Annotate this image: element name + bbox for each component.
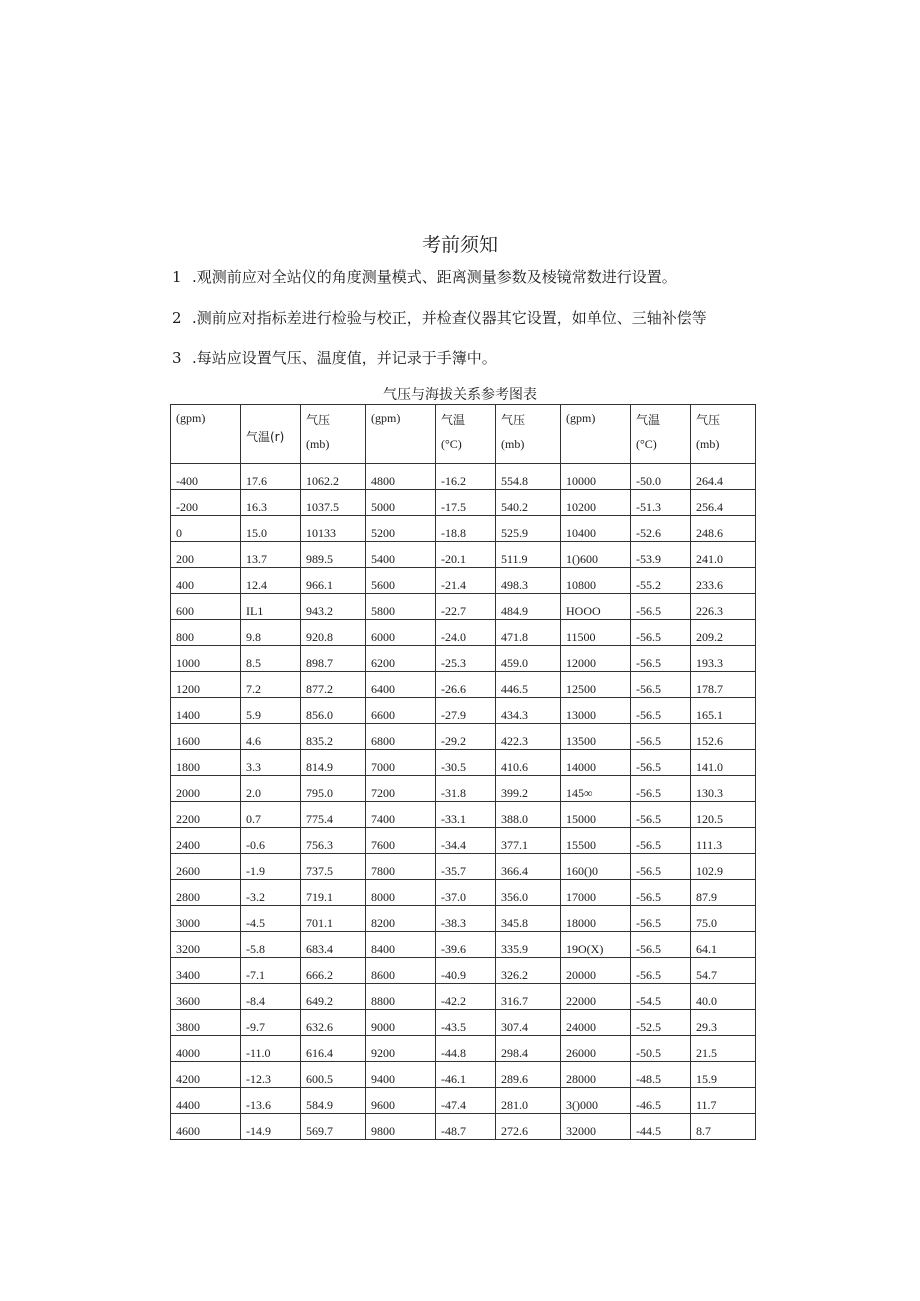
table-cell: -7.1	[241, 958, 301, 984]
table-row	[171, 932, 756, 958]
table-row	[171, 490, 756, 516]
pressure-altitude-table	[170, 404, 756, 1140]
table-cell: 8400	[366, 932, 436, 958]
table-cell: -22.7	[436, 594, 496, 620]
table-row	[171, 958, 756, 984]
table-cell: -35.7	[436, 854, 496, 880]
table-cell: 8.5	[241, 646, 301, 672]
table-cell: 7600	[366, 828, 436, 854]
header-cell	[366, 405, 436, 464]
page-title: 考前须知	[421, 234, 498, 256]
table-cell: 9400	[366, 1062, 436, 1088]
table-cell: 540.2	[496, 490, 561, 516]
table-cell: 10200	[561, 490, 631, 516]
table-row	[171, 828, 756, 854]
table-cell: -37.0	[436, 880, 496, 906]
header-temperature: 气温	[636, 413, 661, 427]
table-cell: 616.4	[301, 1036, 366, 1062]
table-cell: 632.6	[301, 1010, 366, 1036]
table-cell: 683.4	[301, 932, 366, 958]
header-pressure-unit: (mb)	[306, 437, 330, 451]
table-cell: 29.3	[691, 1010, 756, 1036]
table-cell: 814.9	[301, 750, 366, 776]
table-cell: 12.4	[241, 568, 301, 594]
table-cell: 5.9	[241, 698, 301, 724]
table-cell: 160()0	[561, 854, 631, 880]
table-cell: 256.4	[691, 490, 756, 516]
table-cell: 141.0	[691, 750, 756, 776]
table-cell: 10400	[561, 516, 631, 542]
table-cell: 719.1	[301, 880, 366, 906]
table-cell: -17.5	[436, 490, 496, 516]
table-cell: -56.5	[631, 750, 691, 776]
table-row	[171, 1088, 756, 1114]
note-item	[172, 266, 677, 287]
table-cell: 600.5	[301, 1062, 366, 1088]
table-cell: 484.9	[496, 594, 561, 620]
table-cell: 233.6	[691, 568, 756, 594]
table-cell: 756.3	[301, 828, 366, 854]
table-cell: 6600	[366, 698, 436, 724]
table-cell: -38.3	[436, 906, 496, 932]
table-cell: 377.1	[496, 828, 561, 854]
table-cell: 17.6	[241, 464, 301, 490]
table-cell: 307.4	[496, 1010, 561, 1036]
table-cell: 32000	[561, 1114, 631, 1140]
table-cell: HOOO	[561, 594, 631, 620]
table-cell: 795.0	[301, 776, 366, 802]
table-cell: 10800	[561, 568, 631, 594]
table-cell: 0	[171, 516, 241, 542]
table-cell: 6400	[366, 672, 436, 698]
table-cell: 4400	[171, 1088, 241, 1114]
table-cell: -34.4	[436, 828, 496, 854]
table-cell: 145∞	[561, 776, 631, 802]
table-row	[171, 646, 756, 672]
table-cell: -56.5	[631, 958, 691, 984]
table-cell: 356.0	[496, 880, 561, 906]
header-cell	[436, 405, 496, 464]
table-cell: 600	[171, 594, 241, 620]
table-cell: -14.9	[241, 1114, 301, 1140]
table-cell: -0.6	[241, 828, 301, 854]
table-cell: 649.2	[301, 984, 366, 1010]
note-item	[172, 307, 707, 328]
table-cell: 1600	[171, 724, 241, 750]
table-cell: 64.1	[691, 932, 756, 958]
table-row	[171, 516, 756, 542]
table-cell: 15000	[561, 802, 631, 828]
header-pressure: 气压	[696, 413, 721, 427]
table-cell: 281.0	[496, 1088, 561, 1114]
table-cell: 15.0	[241, 516, 301, 542]
table-row	[171, 984, 756, 1010]
table-cell: 8800	[366, 984, 436, 1010]
table-cell: 8000	[366, 880, 436, 906]
table-title: 气压与海拔关系参考图表	[383, 387, 537, 403]
table-cell: 16.3	[241, 490, 301, 516]
table-cell: -56.5	[631, 698, 691, 724]
table-cell: 12500	[561, 672, 631, 698]
table-cell: 298.4	[496, 1036, 561, 1062]
table-cell: 75.0	[691, 906, 756, 932]
table-cell: 5800	[366, 594, 436, 620]
table-cell: 5000	[366, 490, 436, 516]
table-cell: 2400	[171, 828, 241, 854]
table-row	[171, 672, 756, 698]
table-row	[171, 802, 756, 828]
header-altitude: (gpm)	[371, 411, 401, 425]
table-cell: -52.5	[631, 1010, 691, 1036]
table-cell: 3600	[171, 984, 241, 1010]
table-cell: 7400	[366, 802, 436, 828]
table-cell: 5600	[366, 568, 436, 594]
table-cell: 193.3	[691, 646, 756, 672]
table-cell: 6200	[366, 646, 436, 672]
table-cell: 54.7	[691, 958, 756, 984]
table-header-row	[171, 405, 756, 464]
table-cell: -53.9	[631, 542, 691, 568]
header-cell	[301, 405, 366, 464]
table-cell: 264.4	[691, 464, 756, 490]
note-number: 2	[172, 309, 182, 327]
table-cell: 2800	[171, 880, 241, 906]
table-cell: -31.8	[436, 776, 496, 802]
table-row	[171, 594, 756, 620]
table-cell: -3.2	[241, 880, 301, 906]
table-cell: 446.5	[496, 672, 561, 698]
table-cell: 5200	[366, 516, 436, 542]
table-cell: -43.5	[436, 1010, 496, 1036]
table-cell: 7000	[366, 750, 436, 776]
table-cell: 3800	[171, 1010, 241, 1036]
table-cell: 14000	[561, 750, 631, 776]
table-cell: 569.7	[301, 1114, 366, 1140]
table-cell: -39.6	[436, 932, 496, 958]
table-cell: 7800	[366, 854, 436, 880]
table-cell: 12000	[561, 646, 631, 672]
table-cell: -56.5	[631, 776, 691, 802]
table-cell: 2000	[171, 776, 241, 802]
table-cell: -48.5	[631, 1062, 691, 1088]
table-cell: 120.5	[691, 802, 756, 828]
table-cell: 165.1	[691, 698, 756, 724]
table-cell: 0.7	[241, 802, 301, 828]
table-cell: -30.5	[436, 750, 496, 776]
table-cell: 87.9	[691, 880, 756, 906]
table-cell: -44.8	[436, 1036, 496, 1062]
table-cell: 5400	[366, 542, 436, 568]
table-cell: 737.5	[301, 854, 366, 880]
table-row	[171, 750, 756, 776]
table-cell: 248.6	[691, 516, 756, 542]
table-cell: 856.0	[301, 698, 366, 724]
table-cell: 3.3	[241, 750, 301, 776]
table-cell: -56.5	[631, 620, 691, 646]
table-cell: -55.2	[631, 568, 691, 594]
table-row	[171, 620, 756, 646]
table-cell: 178.7	[691, 672, 756, 698]
table-cell: 584.9	[301, 1088, 366, 1114]
table-cell: 3()000	[561, 1088, 631, 1114]
table-cell: 4200	[171, 1062, 241, 1088]
table-row	[171, 1114, 756, 1140]
table-cell: 40.0	[691, 984, 756, 1010]
table-cell: -27.9	[436, 698, 496, 724]
table-cell: -56.5	[631, 854, 691, 880]
table-cell: 200	[171, 542, 241, 568]
table-cell: 345.8	[496, 906, 561, 932]
table-cell: 3200	[171, 932, 241, 958]
table-cell: -9.7	[241, 1010, 301, 1036]
note-text: .测前应对指标差进行检验与校正，并检查仪器其它设置，如单位、三轴补偿等	[192, 309, 707, 327]
table-cell: -54.5	[631, 984, 691, 1010]
table-cell: 2.0	[241, 776, 301, 802]
table-cell: 335.9	[496, 932, 561, 958]
table-cell: 554.8	[496, 464, 561, 490]
table-cell: 15500	[561, 828, 631, 854]
table-cell: 4.6	[241, 724, 301, 750]
table-cell: 410.6	[496, 750, 561, 776]
table-cell: -56.5	[631, 880, 691, 906]
header-cell	[691, 405, 756, 464]
table-cell: -12.3	[241, 1062, 301, 1088]
table-cell: 1()600	[561, 542, 631, 568]
header-cell	[631, 405, 691, 464]
table-cell: 3000	[171, 906, 241, 932]
table-row	[171, 568, 756, 594]
table-cell: 9000	[366, 1010, 436, 1036]
table-cell: 9.8	[241, 620, 301, 646]
table-cell: 3400	[171, 958, 241, 984]
table-cell: 4800	[366, 464, 436, 490]
table-cell: 4600	[171, 1114, 241, 1140]
table-cell: 459.0	[496, 646, 561, 672]
table-cell: 877.2	[301, 672, 366, 698]
table-cell: -56.5	[631, 724, 691, 750]
table-cell: -16.2	[436, 464, 496, 490]
note-number: 1	[172, 268, 182, 286]
table-cell: 1400	[171, 698, 241, 724]
table-cell: -56.5	[631, 646, 691, 672]
table-cell: 18000	[561, 906, 631, 932]
table-cell: -56.5	[631, 932, 691, 958]
header-cell	[241, 405, 301, 464]
header-altitude: (gpm)	[566, 411, 596, 425]
table-cell: -56.5	[631, 802, 691, 828]
table-cell: 10133	[301, 516, 366, 542]
table-cell: 316.7	[496, 984, 561, 1010]
note-number: 3	[172, 349, 182, 367]
table-cell: 966.1	[301, 568, 366, 594]
table-cell: 272.6	[496, 1114, 561, 1140]
header-temperature: 气温	[441, 413, 466, 427]
table-cell: 388.0	[496, 802, 561, 828]
table-cell: 6000	[366, 620, 436, 646]
table-cell: -25.3	[436, 646, 496, 672]
table-cell: 21.5	[691, 1036, 756, 1062]
table-cell: 10000	[561, 464, 631, 490]
table-cell: 17000	[561, 880, 631, 906]
table-cell: 102.9	[691, 854, 756, 880]
table-cell: -20.1	[436, 542, 496, 568]
table-cell: 775.4	[301, 802, 366, 828]
table-cell: 241.0	[691, 542, 756, 568]
table-cell: -11.0	[241, 1036, 301, 1062]
table-cell: 1000	[171, 646, 241, 672]
table-cell: 511.9	[496, 542, 561, 568]
table-cell: 24000	[561, 1010, 631, 1036]
table-cell: 7200	[366, 776, 436, 802]
note-item	[172, 347, 497, 368]
table-cell: 2200	[171, 802, 241, 828]
table-cell: -40.9	[436, 958, 496, 984]
table-cell: 28000	[561, 1062, 631, 1088]
table-cell: -42.2	[436, 984, 496, 1010]
table-cell: 1800	[171, 750, 241, 776]
table-cell: 326.2	[496, 958, 561, 984]
header-pressure: 气压	[501, 413, 526, 427]
header-cell	[561, 405, 631, 464]
table-cell: -52.6	[631, 516, 691, 542]
table-cell: 525.9	[496, 516, 561, 542]
table-cell: 15.9	[691, 1062, 756, 1088]
table-cell: 26000	[561, 1036, 631, 1062]
table-cell: 9600	[366, 1088, 436, 1114]
table-cell: -5.8	[241, 932, 301, 958]
note-text: .每站应设置气压、温度值，并记录于手簿中。	[192, 349, 497, 367]
table-cell: 835.2	[301, 724, 366, 750]
table-row	[171, 724, 756, 750]
table-cell: 800	[171, 620, 241, 646]
table-row	[171, 542, 756, 568]
header-pressure-unit: (mb)	[501, 437, 525, 451]
table-cell: -44.5	[631, 1114, 691, 1140]
table-row	[171, 880, 756, 906]
table-row	[171, 1010, 756, 1036]
table-cell: 989.5	[301, 542, 366, 568]
table-cell: 943.2	[301, 594, 366, 620]
table-cell: -56.5	[631, 594, 691, 620]
table-cell: 1062.2	[301, 464, 366, 490]
table-cell: 2600	[171, 854, 241, 880]
header-temperature: 气温(r)	[246, 430, 285, 444]
header-altitude: (gpm)	[176, 411, 206, 425]
table-cell: -47.4	[436, 1088, 496, 1114]
header-pressure: 气压	[306, 413, 331, 427]
table-row	[171, 1062, 756, 1088]
table-cell: 399.2	[496, 776, 561, 802]
table-cell: -56.5	[631, 828, 691, 854]
table-cell: -48.7	[436, 1114, 496, 1140]
table-cell: 226.3	[691, 594, 756, 620]
table-row	[171, 906, 756, 932]
table-cell: -18.8	[436, 516, 496, 542]
table-cell: -4.5	[241, 906, 301, 932]
table-cell: 366.4	[496, 854, 561, 880]
table-cell: -26.6	[436, 672, 496, 698]
table-cell: -13.6	[241, 1088, 301, 1114]
table-cell: 898.7	[301, 646, 366, 672]
table-cell: -21.4	[436, 568, 496, 594]
table-cell: 9200	[366, 1036, 436, 1062]
table-cell: -33.1	[436, 802, 496, 828]
table-cell: 1200	[171, 672, 241, 698]
table-row	[171, 464, 756, 490]
header-cell	[171, 405, 241, 464]
table-row	[171, 1036, 756, 1062]
table-cell: 19O(X)	[561, 932, 631, 958]
table-cell: 434.3	[496, 698, 561, 724]
table-cell: IL1	[241, 594, 301, 620]
table-cell: 8.7	[691, 1114, 756, 1140]
table-cell: -50.0	[631, 464, 691, 490]
table-cell: 7.2	[241, 672, 301, 698]
table-cell: 6800	[366, 724, 436, 750]
table-cell: 111.3	[691, 828, 756, 854]
table-cell: -51.3	[631, 490, 691, 516]
table-cell: 4000	[171, 1036, 241, 1062]
table-row	[171, 854, 756, 880]
table-row	[171, 776, 756, 802]
table-cell: 130.3	[691, 776, 756, 802]
table-cell: 920.8	[301, 620, 366, 646]
header-temperature-unit: (°C)	[636, 437, 657, 451]
header-temperature-unit: (°C)	[441, 437, 462, 451]
table-cell: -200	[171, 490, 241, 516]
table-cell: -24.0	[436, 620, 496, 646]
table-cell: 400	[171, 568, 241, 594]
header-pressure-unit: (mb)	[696, 437, 720, 451]
table-cell: 9800	[366, 1114, 436, 1140]
table-cell: -46.5	[631, 1088, 691, 1114]
table-cell: -8.4	[241, 984, 301, 1010]
table-cell: 422.3	[496, 724, 561, 750]
table-cell: 11500	[561, 620, 631, 646]
table-cell: 22000	[561, 984, 631, 1010]
table-cell: 471.8	[496, 620, 561, 646]
table-cell: 8200	[366, 906, 436, 932]
table-cell: 152.6	[691, 724, 756, 750]
table-cell: -50.5	[631, 1036, 691, 1062]
table-cell: 209.2	[691, 620, 756, 646]
table-cell: 13500	[561, 724, 631, 750]
table-cell: 13.7	[241, 542, 301, 568]
note-text: .观测前应对全站仪的角度测量模式、距离测量参数及棱镜常数进行设置。	[192, 268, 677, 286]
table-cell: -400	[171, 464, 241, 490]
table-cell: -56.5	[631, 672, 691, 698]
table-cell: 701.1	[301, 906, 366, 932]
header-cell	[496, 405, 561, 464]
table-cell: 8600	[366, 958, 436, 984]
table-cell: 666.2	[301, 958, 366, 984]
table-cell: 498.3	[496, 568, 561, 594]
table-cell: 20000	[561, 958, 631, 984]
table-cell: 1037.5	[301, 490, 366, 516]
table-cell: -29.2	[436, 724, 496, 750]
table-row	[171, 698, 756, 724]
table-cell: 13000	[561, 698, 631, 724]
table-cell: 11.7	[691, 1088, 756, 1114]
table-cell: 289.6	[496, 1062, 561, 1088]
table-cell: -1.9	[241, 854, 301, 880]
table-cell: -56.5	[631, 906, 691, 932]
table-cell: -46.1	[436, 1062, 496, 1088]
